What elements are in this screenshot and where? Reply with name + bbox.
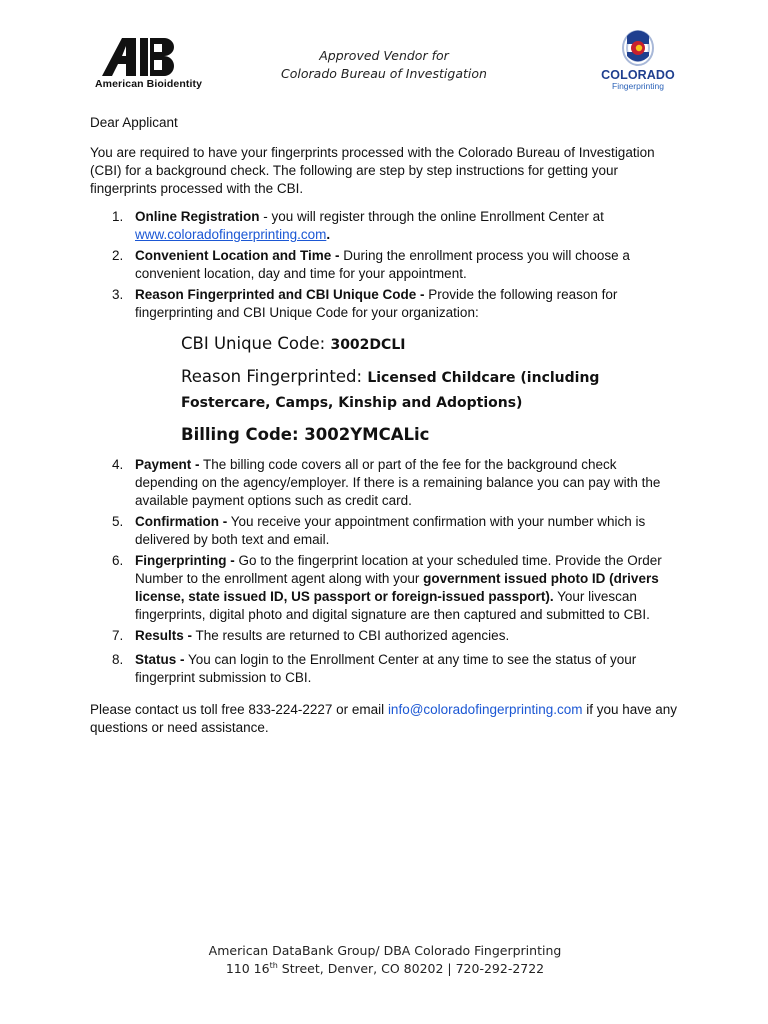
step-item: 5. Confirmation - You receive your appointment confirmation with your number which is delivered by both text and email. <box>112 514 646 547</box>
step-item: 8. Status - You can login to the Enrollment Center at any time to see the status of your fingerprint submission to CBI. <box>112 652 637 685</box>
code-block <box>90 332 680 446</box>
ab-logo-icon <box>92 34 192 78</box>
greeting: Dear Applicant <box>90 115 178 130</box>
billing-code: Billing Code: 3002YMCALic <box>181 425 430 444</box>
cbi-unique-code: CBI Unique Code: 3002DCLI <box>181 334 406 353</box>
header-line-1: Approved Vendor for <box>319 48 449 63</box>
instruction-steps-continued <box>90 456 680 687</box>
instruction-steps <box>90 208 680 322</box>
footer-company: American DataBank Group/ DBA Colorado Fingerprinting <box>208 943 562 958</box>
intro-paragraph: You are required to have your fingerprints processed with the Colorado Bureau of Investigation (CBI) for a background check. The following are step by step instructions for getting your fingerprints processed with the CBI. <box>90 145 655 196</box>
closing-paragraph: Please contact us toll free 833-224-2227 or email info@coloradofingerprinting.com if you have any questions or need assistance. <box>90 702 678 735</box>
step-item: 4. Payment - The billing code covers all or part of the fee for the background check depending on the agency/employer. If there is a remaining balance you can pay with the available payment options such as credit card. <box>112 457 661 508</box>
footer <box>180 942 590 978</box>
enrollment-link[interactable]: www.coloradofingerprinting.com <box>135 227 327 242</box>
step-item: 6. Fingerprinting - Go to the fingerprint location at your scheduled time. Provide the Order Number to the enrollment agent along with your government issued photo ID (drivers license, state issued ID, US passport or foreign-issued passport). Your livescan fingerprints, digital photo and digital signature are then captured and submitted to CBI. <box>112 553 662 622</box>
header-line-2: Colorado Bureau of Investigation <box>281 66 487 81</box>
header-vendor-text <box>250 47 518 83</box>
step-item: 2. Convenient Location and Time - During the enrollment process you will choose a convenient location, day and time for your appointment. <box>112 248 630 281</box>
left-logo-caption: American Bioidentity <box>95 78 203 90</box>
right-logo-title: COLORADO <box>601 68 675 82</box>
letter-body <box>90 114 680 737</box>
step-item: 1. Online Registration - you will register through the online Enrollment Center at www.coloradofingerprinting.com. <box>112 209 604 242</box>
footer-address: 110 16th Street, Denver, CO 80202 | 720-292-2722 <box>225 960 545 976</box>
contact-email-link[interactable]: info@coloradofingerprinting.com <box>387 702 583 717</box>
reason-fingerprinted: Reason Fingerprinted: Licensed Childcare (including Fostercare, Camps, Kinship and Adoptions) <box>181 367 600 411</box>
fingerprint-flag-icon <box>598 28 678 72</box>
right-logo-subtitle: Fingerprinting <box>612 81 664 91</box>
step-item: 3. Reason Fingerprinted and CBI Unique Code - Provide the following reason for fingerprinting and CBI Unique Code for your organization: <box>112 287 618 320</box>
step-item: 7. Results - The results are returned to CBI authorized agencies. <box>112 628 510 643</box>
